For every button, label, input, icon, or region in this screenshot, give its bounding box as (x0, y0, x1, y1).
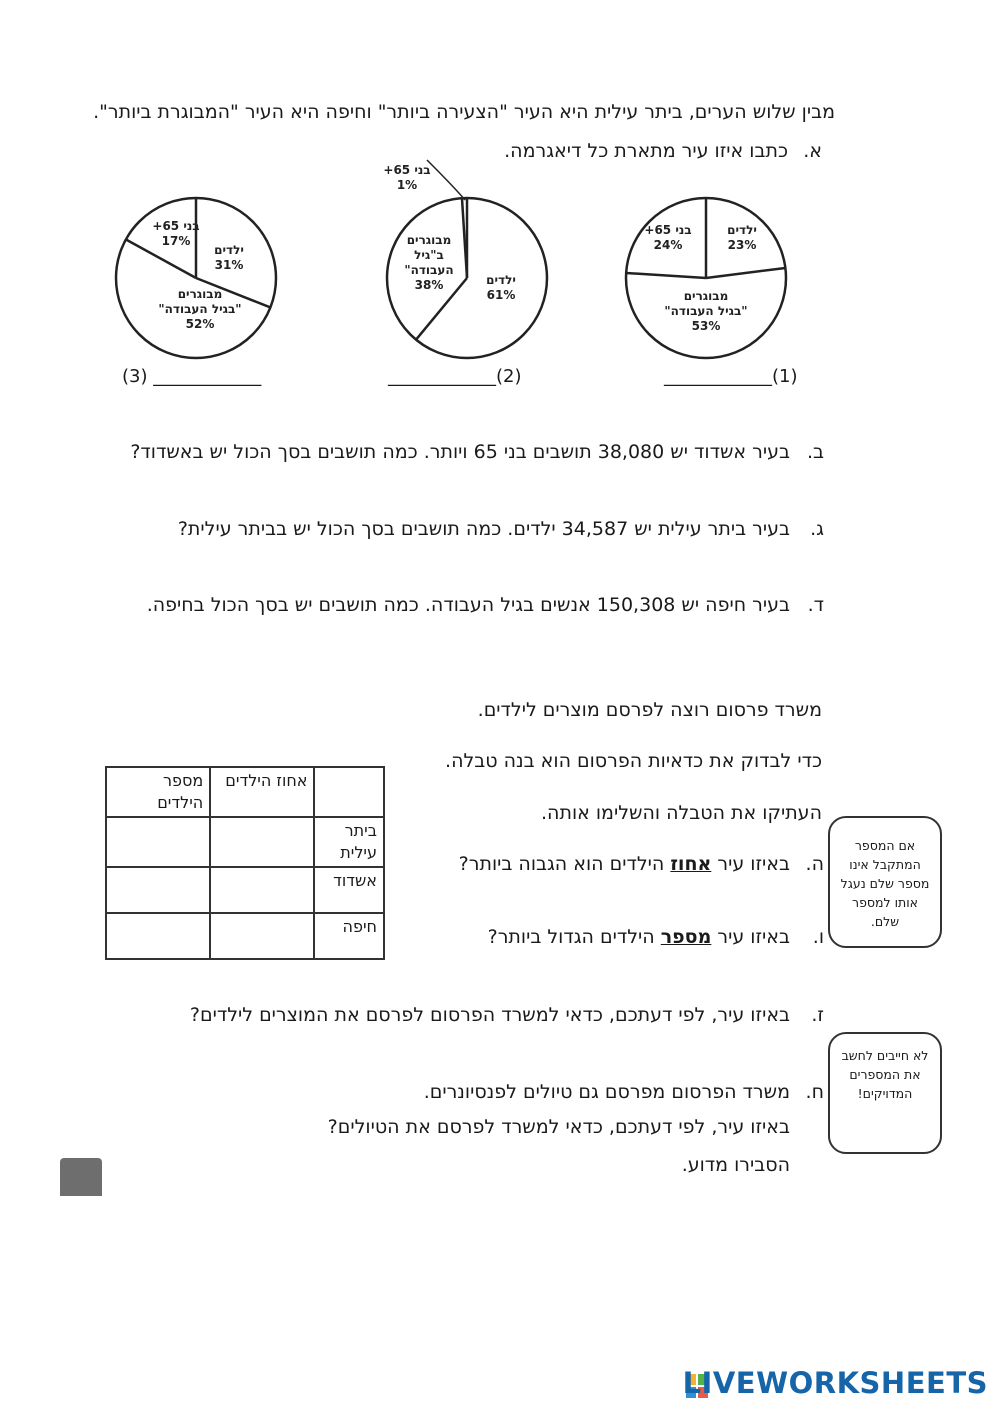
chart-3-answer-blank[interactable]: (3) ____________ (122, 366, 262, 387)
table-city-cell: אשדוד (314, 867, 384, 913)
chart-2-answer-blank[interactable]: ____________(2) (388, 366, 522, 387)
pie-slice-label: מבוגרים "בגיל העבודה" 53% (664, 289, 748, 333)
pie-chart-2-svg (383, 163, 549, 360)
table-row (106, 817, 384, 867)
table-count-cell[interactable] (106, 817, 210, 867)
table-percent-cell[interactable] (210, 913, 314, 959)
question-he-after: הילדים הוא הגבוה ביותר? (458, 853, 665, 875)
question-h-label: ח. (805, 1081, 824, 1103)
pie-slice-label: ילדים 61% (486, 273, 516, 302)
chart-1-answer-blank[interactable]: ____________(1) (664, 366, 798, 387)
question-b-label: ב. (806, 441, 824, 463)
table-header-percent: אחוז הילדים (210, 767, 314, 817)
question-a-label: א. (803, 140, 822, 162)
exact-note-text: לא חייבים לחשב את המספרים המדויקים! (841, 1048, 929, 1101)
pie-chart-3-svg (114, 196, 278, 360)
question-h-line-2: באיזו עיר, לפי דעתכם, כדאי למשרד לפרסם את הטיולים? (327, 1116, 790, 1138)
question-h-text-1: משרד הפרסום מפרסם גם טיולים לפנסיונרים. (423, 1081, 790, 1103)
rounding-note-bubble (828, 816, 942, 948)
question-b-text: בעיר אשדוד יש 38,080 תושבים בני 65 ויותר. כמה תושבים בסך הכול יש באשדוד? (130, 441, 790, 463)
question-z-text: באיזו עיר, לפי דעתכם, כדאי למשרד הפרסום לפרסם את המוצרים לילדים? (189, 1004, 790, 1026)
table-count-cell[interactable] (106, 867, 210, 913)
question-vav-emphasis: מספר (660, 926, 712, 948)
pie-slice-label: מבוגרים "בגיל העבודה" 52% (158, 287, 242, 331)
table-header-row (106, 767, 384, 817)
pie-slice-label: ילדים 31% (214, 243, 244, 272)
question-vav-before: באיזו עיר (717, 926, 790, 948)
question-z-label: ז. (811, 1004, 824, 1026)
question-d (147, 594, 824, 616)
question-he-label: ה. (805, 853, 824, 875)
question-he-before: באיזו עיר (717, 853, 790, 875)
table-percent-cell[interactable] (210, 817, 314, 867)
table-header-city (314, 767, 384, 817)
question-h-line-1 (424, 1081, 824, 1103)
pie-slice-label: בני 65+ 1% (383, 163, 431, 192)
question-h-line-3: הסבירו מדוע. (681, 1154, 790, 1176)
pie-slice-label: ילדים 23% (727, 223, 757, 252)
rounding-note-text: אם המספר המתקבל אינו מספר שלם נעגל אותו למספר שלם. (840, 838, 930, 929)
pie-slice-label: מבוגרים ב"גיל העבודה" 38% (404, 233, 454, 292)
table-percent-cell[interactable] (210, 867, 314, 913)
question-z (190, 1004, 824, 1026)
ad-intro-line-2: כדי לבדוק את כדאיות הפרסום הוא בנה טבלה. (445, 750, 822, 772)
pie-slice-label: בני 65+ 24% (644, 223, 692, 252)
question-d-label: ד. (807, 594, 824, 616)
pie-chart-1 (624, 196, 788, 360)
question-vav-label: ו. (812, 926, 824, 948)
question-g-text: בעיר ביתר עילית יש 34,587 ילדים. כמה תושבים בסך הכול יש בביתר עילית? (177, 518, 790, 540)
question-vav (488, 926, 824, 948)
question-he-emphasis: אחוז (670, 853, 712, 875)
question-a (504, 140, 822, 162)
page-tab-widget[interactable] (60, 1158, 102, 1196)
table-row (106, 913, 384, 959)
ad-intro-line-3: העתיקו את הטבלה והשלימו אותה. (541, 802, 822, 824)
question-vav-after: הילדים הגדול ביותר? (487, 926, 655, 948)
question-g-label: ג. (810, 518, 824, 540)
pie-chart-3 (114, 196, 278, 360)
question-d-text: בעיר חיפה יש 150,308 אנשים בגיל העבודה. כמה תושבים יש בסך הכול בחיפה. (146, 594, 790, 616)
table-city-cell: חיפה (314, 913, 384, 959)
ad-intro-line-1: משרד פרסום רוצה לפרסם מוצרים לילדים. (477, 699, 822, 721)
pie-label-pointer (427, 160, 465, 200)
question-he (459, 853, 824, 875)
question-g (178, 518, 824, 540)
pie-chart-2 (383, 163, 549, 360)
table-city-cell: ביתר עילית (314, 817, 384, 867)
question-a-text: כתבו איזו עיר מתארת כל דיאגרמה. (504, 140, 788, 162)
intro-text: מבין שלוש הערים, ביתר עילית היא העיר "הצעירה ביותר" וחיפה היא העיר "המבוגרת ביותר". (93, 101, 835, 123)
table-row (106, 867, 384, 913)
question-b (130, 441, 824, 463)
table-header-count: מספר הילדים (106, 767, 210, 817)
pie-chart-1-svg (624, 196, 788, 360)
pie-slice-label: בני 65+ 17% (152, 219, 200, 248)
table-count-cell[interactable] (106, 913, 210, 959)
liveworksheets-logo: LIVEWORKSHEETS (682, 1366, 988, 1400)
children-table (105, 766, 385, 960)
exact-note-bubble (828, 1032, 942, 1154)
